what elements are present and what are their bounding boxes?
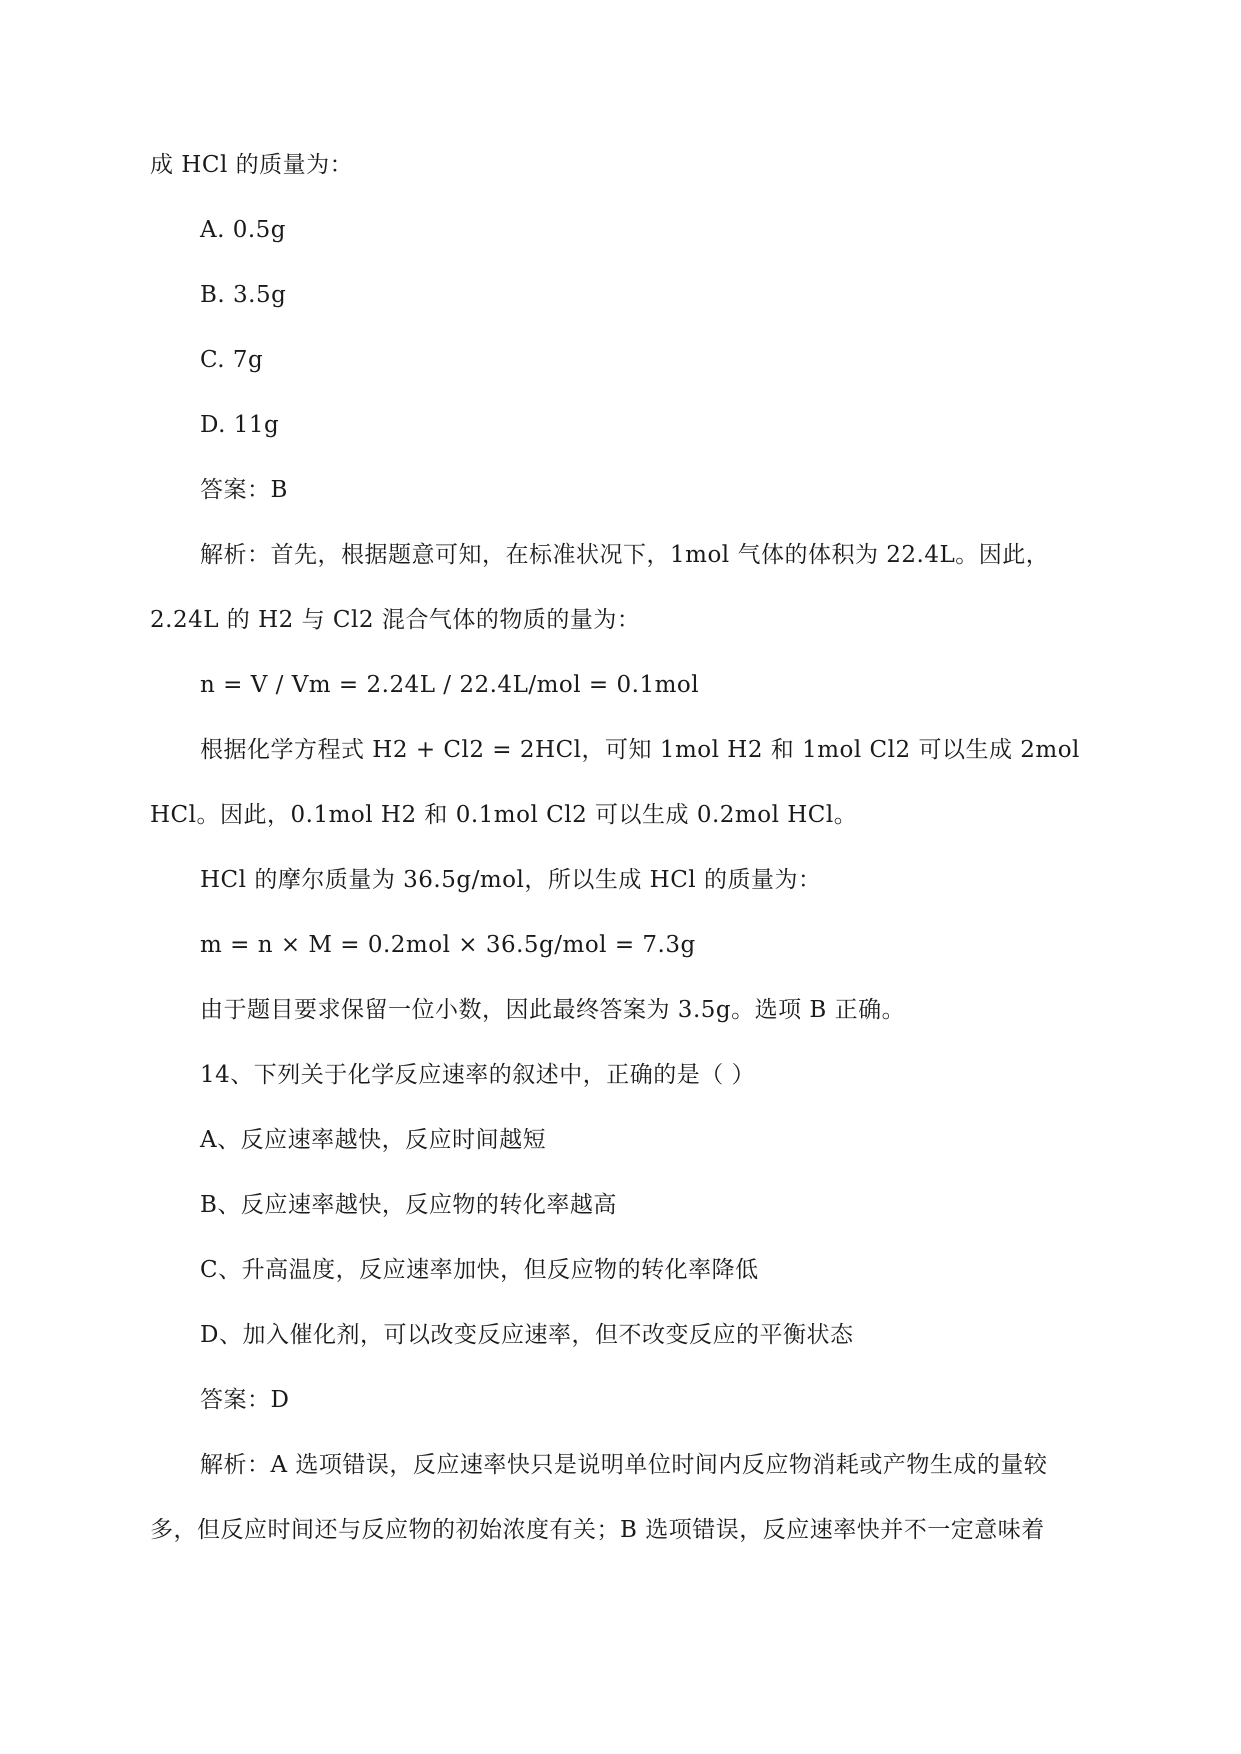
answer-line: 答案：B: [200, 477, 288, 503]
answer-line: 答案：D: [200, 1387, 290, 1413]
option-b: B、反应速率越快，反应物的转化率越高: [200, 1192, 617, 1218]
analysis-line: 解析：首先，根据题意可知，在标准状况下，1mol 气体的体积为 22.4L。因此，: [200, 542, 1050, 568]
option-b: B. 3.5g: [200, 282, 287, 308]
formula-line: m = n × M = 0.2mol × 36.5g/mol = 7.3g: [200, 932, 696, 958]
option-a: A. 0.5g: [200, 217, 287, 243]
analysis-line: HCl。因此，0.1mol H2 和 0.1mol Cl2 可以生成 0.2mol HCl。: [150, 802, 858, 828]
question-14: 14、下列关于化学反应速率的叙述中，正确的是（ ）: [200, 1062, 756, 1088]
analysis-line: 由于题目要求保留一位小数，因此最终答案为 3.5g。选项 B 正确。: [200, 997, 906, 1023]
analysis-line: HCl 的摩尔质量为 36.5g/mol，所以生成 HCl 的质量为：: [200, 867, 822, 893]
option-c: C、升高温度，反应速率加快，但反应物的转化率降低: [200, 1257, 759, 1283]
analysis-line: 根据化学方程式 H2 + Cl2 = 2HCl，可知 1mol H2 和 1mol Cl2 可以生成 2mol: [200, 737, 1080, 763]
formula-line: n = V / Vm = 2.24L / 22.4L/mol = 0.1mol: [200, 672, 700, 698]
analysis-line: 2.24L 的 H2 与 Cl2 混合气体的物质的量为：: [150, 607, 641, 633]
option-d: D、加入催化剂，可以改变反应速率，但不改变反应的平衡状态: [200, 1322, 854, 1348]
analysis-line: 多，但反应时间还与反应物的初始浓度有关；B 选项错误，反应速率快并不一定意味着: [150, 1517, 1045, 1543]
option-d: D. 11g: [200, 412, 280, 438]
option-a: A、反应速率越快，反应时间越短: [200, 1127, 547, 1153]
analysis-line: 解析：A 选项错误，反应速率快只是说明单位时间内反应物消耗或产物生成的量较: [200, 1452, 1048, 1478]
text-line: 成 HCl 的质量为：: [150, 152, 354, 178]
option-c: C. 7g: [200, 347, 264, 373]
